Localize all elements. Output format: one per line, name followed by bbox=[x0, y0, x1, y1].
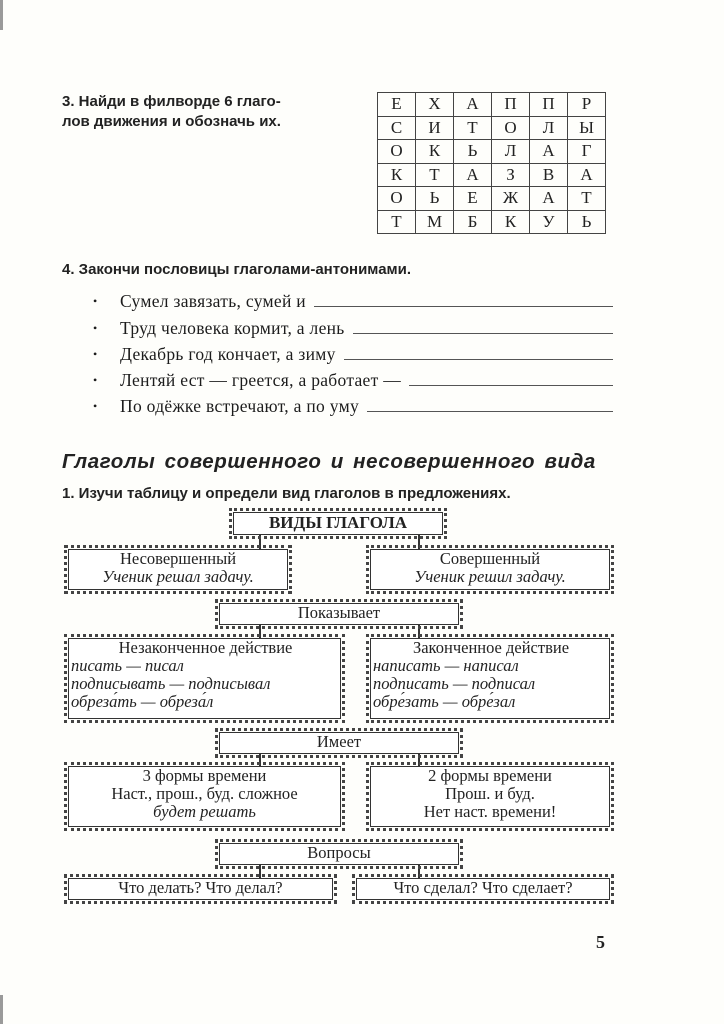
incomplete-action-example: обреза́ть — обреза́л bbox=[71, 692, 214, 711]
proverb-item bbox=[93, 312, 613, 338]
grid-cell[interactable]: Ь bbox=[454, 140, 492, 164]
grid-cell[interactable]: Е bbox=[454, 187, 492, 211]
proverbs-list bbox=[93, 286, 613, 417]
grid-cell[interactable]: Т bbox=[416, 163, 454, 187]
complete-action-title: Законченное действие bbox=[412, 638, 570, 657]
grid-row bbox=[378, 93, 606, 117]
two-tenses-title: 2 формы времени bbox=[428, 766, 552, 785]
section-heading: Глаголы совершенного и несовершенного вида bbox=[62, 450, 596, 473]
proverb-text: Сумел завязать, сумей и bbox=[120, 291, 306, 312]
proverb-item bbox=[93, 391, 613, 417]
grid-cell[interactable]: К bbox=[416, 140, 454, 164]
incomplete-action-title: Незаконченное действие bbox=[118, 638, 293, 657]
has-box: Имеет bbox=[219, 732, 459, 754]
complete-action-example: подписать — подписал bbox=[373, 674, 536, 693]
answer-blank[interactable] bbox=[314, 305, 613, 307]
incomplete-action-example: подписывать — подписывал bbox=[71, 674, 271, 693]
bullet-icon: • bbox=[93, 294, 98, 309]
two-tenses-box bbox=[370, 766, 610, 827]
grid-cell[interactable]: Г bbox=[568, 140, 606, 164]
bullet-icon: • bbox=[93, 399, 98, 414]
complete-action-box bbox=[370, 638, 610, 719]
bullet-icon: • bbox=[93, 373, 98, 388]
answer-blank[interactable] bbox=[409, 384, 613, 386]
grid-cell[interactable]: А bbox=[568, 163, 606, 187]
grid-cell[interactable]: Т bbox=[568, 187, 606, 211]
grid-cell[interactable]: Т bbox=[378, 210, 416, 234]
shows-box: Показывает bbox=[219, 603, 459, 625]
complete-action-example: написать — написал bbox=[373, 656, 519, 675]
three-tenses-title: 3 формы времени bbox=[142, 766, 267, 785]
connector-line bbox=[418, 864, 420, 878]
task3-title-line1: 3. Найди в филворде 6 глаго- bbox=[62, 93, 281, 110]
grid-cell[interactable]: Р bbox=[568, 93, 606, 117]
imperfective-name: Несовершенный bbox=[119, 549, 237, 568]
grid-cell[interactable]: Т bbox=[454, 116, 492, 140]
grid-cell[interactable]: А bbox=[454, 163, 492, 187]
task4-title: 4. Закончи пословицы глаголами-антонимами. bbox=[62, 261, 412, 278]
proverb-text: Лентяй ест — греется, а работает — bbox=[120, 370, 402, 391]
incomplete-action-example: писать — писал bbox=[71, 656, 184, 675]
perfective-questions: Что сделал? Что сделает? bbox=[356, 878, 610, 900]
proverb-item bbox=[93, 339, 613, 365]
perfective-example: Ученик решил задачу. bbox=[414, 567, 566, 586]
grid-cell[interactable]: А bbox=[454, 93, 492, 117]
grid-row bbox=[378, 163, 606, 187]
imperfective-questions: Что делать? Что делал? bbox=[68, 878, 333, 900]
page-number: 5 bbox=[596, 932, 605, 952]
grid-cell[interactable]: М bbox=[416, 210, 454, 234]
grid-row bbox=[378, 140, 606, 164]
grid-row bbox=[378, 210, 606, 234]
grid-cell[interactable]: У bbox=[530, 210, 568, 234]
grid-cell[interactable]: В bbox=[530, 163, 568, 187]
diagram-root: ВИДЫ ГЛАГОЛА bbox=[233, 512, 443, 535]
proverb-text: Декабрь год кончает, а зиму bbox=[120, 343, 336, 364]
proverb-item bbox=[93, 286, 613, 312]
grid-cell[interactable]: О bbox=[378, 140, 416, 164]
grid-cell[interactable]: П bbox=[492, 93, 530, 117]
incomplete-action-box bbox=[68, 638, 341, 719]
grid-cell[interactable]: С bbox=[378, 116, 416, 140]
grid-cell[interactable]: И bbox=[416, 116, 454, 140]
grid-cell[interactable]: З bbox=[492, 163, 530, 187]
connector-line bbox=[418, 534, 420, 550]
grid-cell[interactable]: Х bbox=[416, 93, 454, 117]
perfective-name: Совершенный bbox=[439, 549, 541, 568]
grid-cell[interactable]: О bbox=[378, 187, 416, 211]
grid-cell[interactable]: П bbox=[530, 93, 568, 117]
grid-cell[interactable]: Б bbox=[454, 210, 492, 234]
perfective-box bbox=[370, 549, 610, 590]
proverb-item bbox=[93, 365, 613, 391]
complete-action-example: обре́зать — обре́зал bbox=[373, 692, 516, 711]
connector-line bbox=[259, 534, 261, 550]
two-tenses-list: Прош. и буд. bbox=[445, 784, 535, 803]
answer-blank[interactable] bbox=[367, 410, 613, 412]
connector-line bbox=[259, 864, 261, 878]
grid-cell[interactable]: Л bbox=[492, 140, 530, 164]
word-search-grid bbox=[377, 92, 606, 234]
grid-cell[interactable]: О bbox=[492, 116, 530, 140]
grid-cell[interactable]: К bbox=[378, 163, 416, 187]
two-tenses-note: Нет наст. времени! bbox=[423, 802, 557, 821]
imperfective-example: Ученик решал задачу. bbox=[102, 567, 254, 586]
proverb-text: Труд человека кормит, а лень bbox=[120, 317, 345, 338]
task1-title: 1. Изучи таблицу и определи вид глаголов в предложениях. bbox=[62, 485, 511, 502]
grid-cell[interactable]: Ь bbox=[416, 187, 454, 211]
answer-blank[interactable] bbox=[344, 358, 613, 360]
answer-blank[interactable] bbox=[353, 332, 613, 334]
grid-cell[interactable]: К bbox=[492, 210, 530, 234]
page-edge-mark-bottom bbox=[0, 995, 3, 1024]
connector-line bbox=[418, 752, 420, 766]
bullet-icon: • bbox=[93, 346, 98, 361]
bullet-icon: • bbox=[93, 320, 98, 335]
questions-box: Вопросы bbox=[219, 843, 459, 865]
grid-cell[interactable]: А bbox=[530, 187, 568, 211]
connector-line bbox=[259, 752, 261, 766]
task3-title-line2: лов движения и обозначь их. bbox=[62, 113, 281, 130]
grid-cell[interactable]: Е bbox=[378, 93, 416, 117]
grid-cell[interactable]: А bbox=[530, 140, 568, 164]
grid-cell[interactable]: Ы bbox=[568, 116, 606, 140]
task3-title bbox=[62, 92, 352, 132]
grid-row bbox=[378, 187, 606, 211]
grid-cell[interactable]: Л bbox=[530, 116, 568, 140]
imperfective-box bbox=[68, 549, 288, 590]
three-tenses-box bbox=[68, 766, 341, 827]
grid-cell[interactable]: Ж bbox=[492, 187, 530, 211]
three-tenses-list: Наст., прош., буд. сложное bbox=[111, 784, 298, 803]
three-tenses-example: будет решать bbox=[153, 802, 256, 821]
proverb-text: По одёжке встречают, а по уму bbox=[120, 396, 360, 417]
grid-cell[interactable]: Ь bbox=[568, 210, 606, 234]
grid-row bbox=[378, 116, 606, 140]
page-edge-mark-top bbox=[0, 0, 3, 30]
